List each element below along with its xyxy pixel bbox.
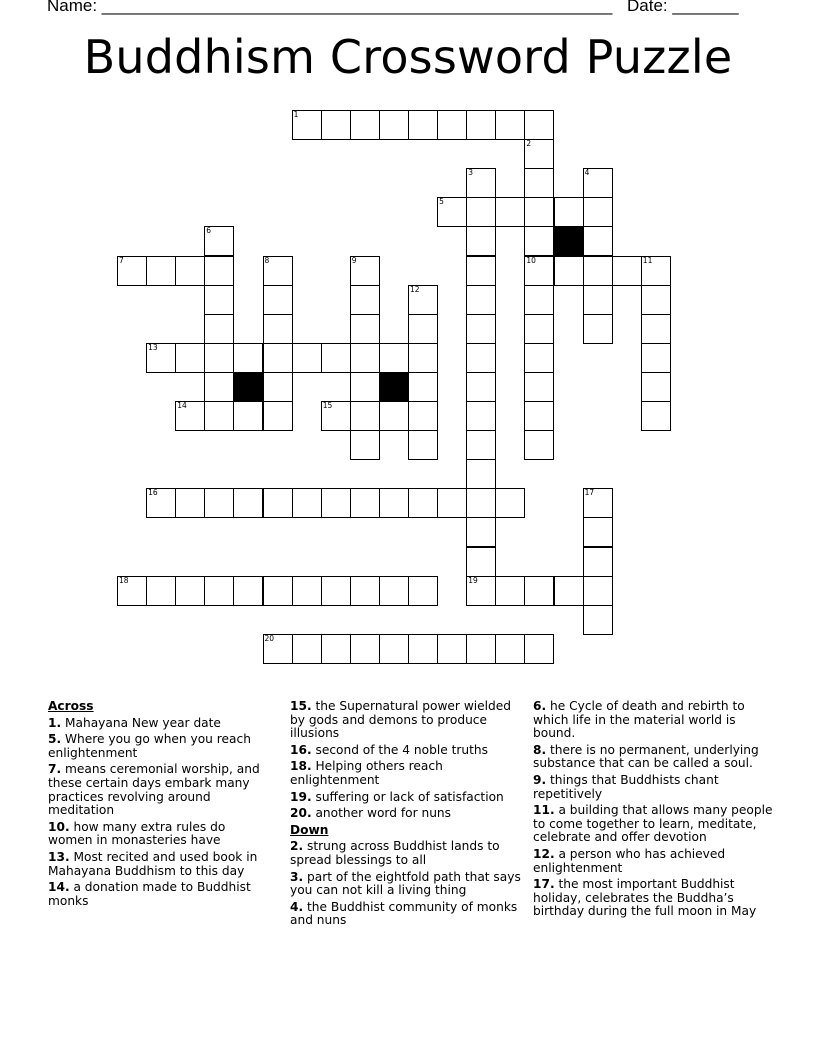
grid-cell[interactable]	[204, 576, 234, 606]
grid-cell[interactable]	[379, 110, 409, 140]
grid-cell[interactable]	[350, 285, 380, 315]
clue-number: 18.	[290, 759, 312, 774]
grid-cell[interactable]	[408, 430, 438, 460]
grid-cell[interactable]	[641, 256, 671, 286]
grid-cell[interactable]	[466, 634, 496, 664]
grid-cell[interactable]	[263, 256, 293, 286]
grid-cell[interactable]	[583, 197, 613, 227]
clue-text: Helping others reach enlightenment	[290, 759, 443, 787]
cell-number: 16	[148, 488, 158, 498]
grid-block	[233, 372, 263, 402]
clue-across	[48, 851, 273, 878]
grid-cell[interactable]	[350, 430, 380, 460]
clue-number: 5.	[48, 732, 62, 747]
grid-cell[interactable]	[466, 285, 496, 315]
grid-cell[interactable]	[263, 576, 293, 606]
grid-cell[interactable]	[350, 488, 380, 518]
clue-across	[290, 760, 522, 787]
grid-cell[interactable]	[350, 314, 380, 344]
grid-cell[interactable]	[612, 256, 642, 286]
grid-cell[interactable]	[204, 488, 234, 518]
grid-cell[interactable]	[583, 226, 613, 256]
grid-cell[interactable]	[350, 256, 380, 286]
grid-cell[interactable]	[263, 488, 293, 518]
grid-cell[interactable]	[466, 517, 496, 547]
grid-cell[interactable]	[495, 634, 525, 664]
grid-cell[interactable]	[263, 401, 293, 431]
cell-number: 11	[642, 255, 653, 265]
grid-cell[interactable]	[554, 576, 584, 606]
grid-cell[interactable]	[641, 343, 671, 373]
clue-text: a person who has achieved enlightenment	[533, 846, 726, 875]
grid-cell[interactable]	[117, 576, 147, 606]
cell-number: 14	[177, 401, 187, 410]
clue-number: 20.	[290, 806, 312, 821]
name-field-label: Name: ______________________________________________________	[47, 0, 613, 15]
clue-text: the Buddhist community of monks and nuns	[290, 899, 518, 928]
cell-number: 6	[206, 226, 212, 236]
across-heading: Across	[48, 699, 94, 713]
grid-cell[interactable]	[554, 197, 584, 227]
grid-cell[interactable]	[408, 488, 438, 518]
clue-number: 6.	[533, 699, 547, 713]
clue-number: 8.	[533, 742, 547, 757]
grid-cell[interactable]	[146, 343, 176, 373]
cell-number: 5	[439, 197, 444, 207]
clue-across	[48, 717, 273, 731]
grid-cell[interactable]	[641, 372, 671, 402]
grid-cell[interactable]	[408, 372, 438, 402]
clue-text: second of the 4 noble truths	[315, 742, 488, 757]
clue-text: part of the eightfold path that says you can not kill a living thing	[290, 869, 521, 898]
grid-cell[interactable]	[292, 576, 322, 606]
grid-cell[interactable]	[233, 401, 263, 431]
grid-cell[interactable]	[204, 372, 234, 402]
grid-cell[interactable]	[408, 343, 438, 373]
grid-cell[interactable]	[175, 256, 205, 286]
clue-down	[533, 744, 773, 771]
grid-cell[interactable]	[524, 285, 554, 315]
cell-number: 18	[119, 575, 129, 585]
grid-cell[interactable]	[204, 343, 234, 373]
grid-cell[interactable]	[554, 256, 584, 286]
grid-cell[interactable]	[292, 343, 322, 373]
grid-cell[interactable]	[175, 488, 205, 518]
grid-cell[interactable]	[524, 343, 554, 373]
clue-number: 13.	[48, 849, 70, 864]
grid-cell[interactable]	[350, 343, 380, 373]
grid-cell[interactable]	[204, 256, 234, 286]
grid-cell[interactable]	[321, 401, 351, 431]
grid-cell[interactable]	[292, 110, 322, 140]
clue-down	[533, 774, 773, 801]
cell-number: 2	[526, 139, 532, 149]
date-field-label: Date: _______	[627, 0, 739, 15]
grid-cell[interactable]	[233, 343, 263, 373]
clue-number: 19.	[290, 789, 312, 804]
grid-cell[interactable]	[408, 576, 438, 606]
grid-cell[interactable]	[466, 197, 496, 227]
grid-cell[interactable]	[233, 488, 263, 518]
grid-cell[interactable]	[204, 285, 234, 315]
grid-cell[interactable]	[350, 401, 380, 431]
grid-cell[interactable]	[495, 488, 525, 518]
grid-cell[interactable]	[524, 197, 554, 227]
grid-cell[interactable]	[175, 401, 205, 431]
grid-cell[interactable]	[583, 168, 613, 198]
clue-column-2	[290, 700, 522, 931]
cell-number: 19	[468, 575, 478, 585]
cell-number: 20	[264, 633, 275, 643]
grid-cell[interactable]	[379, 401, 409, 431]
cell-number: 8	[264, 255, 270, 265]
grid-cell[interactable]	[583, 517, 613, 547]
clue-number: 10.	[48, 819, 70, 834]
grid-block	[379, 372, 409, 402]
grid-cell[interactable]	[495, 576, 525, 606]
grid-cell[interactable]	[263, 285, 293, 315]
grid-cell[interactable]	[583, 256, 613, 286]
grid-cell[interactable]	[466, 430, 496, 460]
grid-cell[interactable]	[379, 634, 409, 664]
grid-cell[interactable]	[466, 547, 496, 577]
clue-across	[290, 791, 522, 805]
clue-text: means ceremonial worship, and these certain days embark many practices revolving around meditation	[48, 762, 260, 818]
grid-cell[interactable]	[263, 372, 293, 402]
cell-number: 15	[322, 401, 333, 410]
clue-number: 7.	[48, 762, 62, 777]
grid-cell[interactable]	[321, 110, 351, 140]
grid-cell[interactable]	[408, 634, 438, 664]
grid-cell[interactable]	[379, 343, 409, 373]
grid-cell[interactable]	[524, 139, 554, 169]
grid-cell[interactable]	[146, 256, 176, 286]
grid-cell[interactable]	[466, 343, 496, 373]
grid-cell[interactable]	[524, 226, 554, 256]
clue-text: things that Buddhists chant repetitively	[533, 772, 719, 801]
clue-across	[48, 733, 273, 760]
grid-cell[interactable]	[379, 488, 409, 518]
clue-text: suffering or lack of satisfaction	[315, 789, 504, 804]
clue-across	[290, 700, 522, 741]
clue-number: 12.	[533, 846, 555, 861]
grid-cell[interactable]	[466, 314, 496, 344]
clue-text: how many extra rules do women in monasteries have	[48, 819, 226, 848]
grid-cell[interactable]	[321, 488, 351, 518]
clue-down	[290, 840, 522, 867]
grid-cell[interactable]	[263, 314, 293, 344]
grid-cell[interactable]	[641, 285, 671, 315]
grid-cell[interactable]	[583, 488, 613, 518]
grid-cell[interactable]	[146, 576, 176, 606]
clue-text: a building that allows many people to come together to learn, meditate, celebrate and offer devotion	[533, 803, 773, 845]
grid-cell[interactable]	[524, 372, 554, 402]
grid-cell[interactable]	[350, 634, 380, 664]
clue-number: 1.	[48, 715, 62, 730]
grid-cell[interactable]	[437, 110, 467, 140]
grid-cell[interactable]	[175, 576, 205, 606]
clue-number: 9.	[533, 772, 547, 787]
grid-cell[interactable]	[524, 576, 554, 606]
grid-cell[interactable]	[583, 314, 613, 344]
page-title: Buddhism Crossword Puzzle	[83, 30, 733, 84]
grid-cell[interactable]	[466, 256, 496, 286]
grid-cell[interactable]	[466, 168, 496, 198]
grid-cell[interactable]	[466, 488, 496, 518]
grid-cell[interactable]	[524, 401, 554, 431]
grid-cell[interactable]	[263, 634, 293, 664]
clue-down	[290, 901, 522, 928]
clue-text: the most important Buddhist holiday, celebrates the Buddha’s birthday during the full moon in May	[533, 877, 757, 919]
grid-cell[interactable]	[204, 226, 234, 256]
grid-cell[interactable]	[146, 488, 176, 518]
grid-cell[interactable]	[466, 110, 496, 140]
grid-cell[interactable]	[350, 372, 380, 402]
grid-cell[interactable]	[466, 372, 496, 402]
grid-cell[interactable]	[524, 430, 554, 460]
clue-down	[533, 804, 773, 845]
clue-down	[533, 700, 773, 741]
grid-cell[interactable]	[466, 576, 496, 606]
clue-column-1	[48, 700, 273, 911]
clue-across	[290, 744, 522, 758]
clue-text: Mahayana New year date	[65, 715, 221, 730]
grid-cell[interactable]	[524, 110, 554, 140]
clue-text: he Cycle of death and rebirth to which life in the material world is bound.	[533, 699, 745, 741]
clue-text: strung across Buddhist lands to spread blessings to all	[290, 839, 500, 867]
cell-number: 10	[526, 255, 536, 265]
cell-number: 9	[351, 255, 357, 265]
grid-cell[interactable]	[524, 256, 554, 286]
grid-cell[interactable]	[524, 314, 554, 344]
clue-number: 11.	[533, 803, 555, 818]
grid-cell[interactable]	[350, 110, 380, 140]
grid-cell[interactable]	[292, 634, 322, 664]
clue-number: 4.	[290, 899, 304, 914]
cell-number: 17	[584, 488, 595, 498]
grid-cell[interactable]	[466, 459, 496, 489]
clue-number: 15.	[290, 699, 312, 713]
grid-cell[interactable]	[204, 401, 234, 431]
clue-across	[290, 807, 522, 821]
grid-cell[interactable]	[641, 314, 671, 344]
grid-cell[interactable]	[379, 576, 409, 606]
grid-cell[interactable]	[437, 634, 467, 664]
grid-cell[interactable]	[233, 576, 263, 606]
cell-number: 13	[148, 342, 158, 352]
grid-cell[interactable]	[292, 488, 322, 518]
grid-cell[interactable]	[583, 285, 613, 315]
cell-number: 4	[584, 168, 590, 178]
cell-number: 7	[119, 255, 124, 265]
grid-cell[interactable]	[408, 314, 438, 344]
grid-cell[interactable]	[175, 343, 205, 373]
clue-number: 16.	[290, 742, 312, 757]
grid-cell[interactable]	[495, 110, 525, 140]
clue-across	[48, 881, 273, 908]
grid-cell[interactable]	[321, 343, 351, 373]
clue-across	[48, 821, 273, 848]
clue-number: 3.	[290, 869, 304, 884]
clue-column-3	[533, 700, 773, 922]
grid-cell[interactable]	[466, 401, 496, 431]
grid-cell[interactable]	[263, 343, 293, 373]
grid-cell[interactable]	[408, 110, 438, 140]
grid-cell[interactable]	[204, 314, 234, 344]
grid-cell[interactable]	[321, 634, 351, 664]
clue-text: the Supernatural power wielded by gods and demons to produce illusions	[290, 699, 512, 741]
grid-cell[interactable]	[437, 197, 467, 227]
grid-cell[interactable]	[524, 634, 554, 664]
grid-block	[554, 226, 584, 256]
clue-text: a donation made to Buddhist monks	[48, 880, 251, 908]
clue-number: 17.	[533, 877, 555, 892]
grid-cell[interactable]	[321, 576, 351, 606]
clue-down	[533, 848, 773, 875]
grid-cell[interactable]	[117, 256, 147, 286]
grid-cell[interactable]	[466, 226, 496, 256]
grid-cell[interactable]	[350, 576, 380, 606]
clue-number: 2.	[290, 839, 304, 854]
grid-cell[interactable]	[495, 197, 525, 227]
clue-text: Most recited and used book in Mahayana Buddhism to this day	[48, 849, 258, 878]
grid-cell[interactable]	[408, 401, 438, 431]
grid-cell[interactable]	[437, 488, 467, 518]
cell-number: 1	[293, 110, 299, 119]
clue-number: 14.	[48, 880, 70, 895]
clue-down	[533, 878, 773, 919]
grid-cell[interactable]	[583, 547, 613, 577]
clue-text: another word for nuns	[315, 806, 451, 821]
grid-cell[interactable]	[524, 168, 554, 198]
grid-cell[interactable]	[583, 576, 613, 606]
grid-cell[interactable]	[641, 401, 671, 431]
clue-text: Where you go when you reach enlightenment	[48, 732, 251, 760]
grid-cell[interactable]	[408, 285, 438, 315]
cell-number: 12	[410, 284, 420, 294]
down-heading: Down	[290, 822, 329, 837]
clue-down	[290, 871, 522, 898]
cell-number: 3	[468, 168, 473, 178]
clue-across	[48, 763, 273, 817]
grid-cell[interactable]	[583, 605, 613, 635]
clue-text: there is no permanent, underlying substance that can be called a soul.	[533, 742, 759, 771]
